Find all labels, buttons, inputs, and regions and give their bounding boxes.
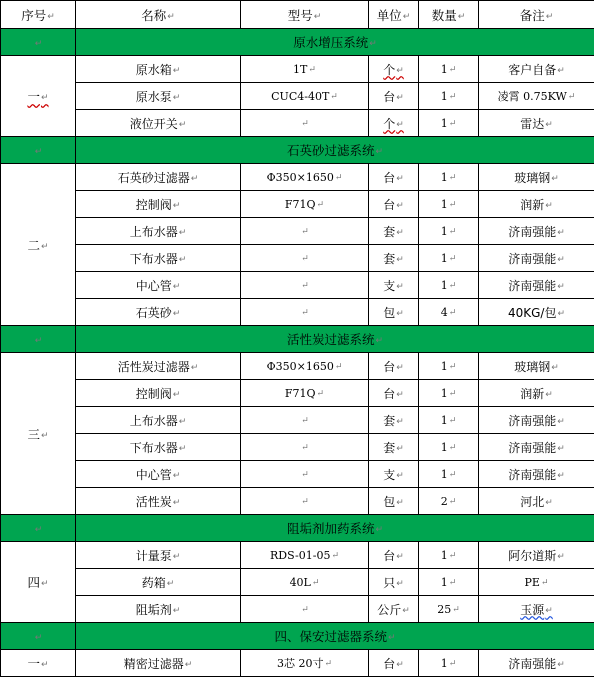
cell-qty: 1 ↵ — [419, 245, 479, 272]
cell-qty: 25 ↵ — [419, 596, 479, 623]
cell-model: Φ350×1650 ↵ — [241, 353, 369, 380]
cell-qty: 1 ↵ — [419, 650, 479, 677]
cell-name: 下布水器 ↵ — [76, 245, 241, 272]
cell-note: 雷达 ↵ — [479, 110, 594, 137]
section-seq — [1, 326, 76, 353]
cell-note: 客户自备 ↵ — [479, 56, 594, 83]
header-qty: 数量 ↵ — [419, 1, 479, 29]
table-row — [1, 434, 594, 461]
cell-model — [241, 596, 369, 623]
cell-note: PE ↵ — [479, 569, 594, 596]
cell-note: 润新 ↵ — [479, 380, 594, 407]
cell-model: RDS-01-05 ↵ — [241, 542, 369, 569]
section-seq — [1, 623, 76, 650]
cell-name: 上布水器 ↵ — [76, 407, 241, 434]
cell-unit: 台 ↵ — [369, 164, 419, 191]
cell-name: 活性炭 ↵ — [76, 488, 241, 515]
cell-qty: 1 ↵ — [419, 569, 479, 596]
cell-note: 济南强能 ↵ — [479, 650, 594, 677]
cell-note: 河北 ↵ — [479, 488, 594, 515]
section-seq — [1, 137, 76, 164]
cell-unit: 公斤 ↵ — [369, 596, 419, 623]
cell-note: 玻璃钢 ↵ — [479, 353, 594, 380]
cell-unit: 个 ↵ — [369, 56, 419, 83]
row-seq: 三 ↵ — [1, 353, 76, 515]
cell-name: 控制阀 ↵ — [76, 380, 241, 407]
cell-model — [241, 461, 369, 488]
cell-qty: 1 ↵ — [419, 380, 479, 407]
cell-note: 阿尔道斯 ↵ — [479, 542, 594, 569]
cell-note: 玉源 ↵ — [479, 596, 594, 623]
cell-name: 精密过滤器 ↵ — [76, 650, 241, 677]
cell-qty: 1 ↵ — [419, 434, 479, 461]
table-row — [1, 83, 594, 110]
cell-name: 活性炭过滤器 ↵ — [76, 353, 241, 380]
cell-name: 石英砂过滤器 ↵ — [76, 164, 241, 191]
header-note: 备注 ↵ — [479, 1, 594, 29]
cell-note: 济南强能 ↵ — [479, 272, 594, 299]
cell-qty: 1 ↵ — [419, 272, 479, 299]
cell-model — [241, 245, 369, 272]
cell-note: 润新 ↵ — [479, 191, 594, 218]
cell-unit: 包 ↵ — [369, 488, 419, 515]
cell-unit: 只 ↵ — [369, 569, 419, 596]
cell-note: 凌霄 0.75KW ↵ — [479, 83, 594, 110]
cell-model — [241, 218, 369, 245]
table-row — [1, 542, 594, 569]
table-row — [1, 272, 594, 299]
cell-unit: 套 ↵ — [369, 434, 419, 461]
header-unit: 单位 ↵ — [369, 1, 419, 29]
row-seq: 四 ↵ — [1, 542, 76, 623]
section-header — [1, 515, 594, 542]
cell-name: 液位开关 ↵ — [76, 110, 241, 137]
cell-unit: 套 ↵ — [369, 218, 419, 245]
cell-name: 原水泵 ↵ — [76, 83, 241, 110]
table-row — [1, 245, 594, 272]
section-header — [1, 623, 594, 650]
cell-name: 上布水器 ↵ — [76, 218, 241, 245]
table-row — [1, 650, 594, 677]
table-row — [1, 218, 594, 245]
cell-name: 控制阀 ↵ — [76, 191, 241, 218]
cell-unit: 台 ↵ — [369, 380, 419, 407]
cell-unit: 支 ↵ — [369, 272, 419, 299]
table-row — [1, 56, 594, 83]
cell-qty: 4 ↵ — [419, 299, 479, 326]
cell-unit: 包 ↵ — [369, 299, 419, 326]
cell-note: 济南强能 ↵ — [479, 407, 594, 434]
table-row — [1, 191, 594, 218]
section-title: 原水增压系统 ↵ — [76, 29, 594, 56]
cell-model: F71Q ↵ — [241, 191, 369, 218]
section-header — [1, 29, 594, 56]
cell-model — [241, 488, 369, 515]
section-title: 阻垢剂加药系统 ↵ — [76, 515, 594, 542]
cell-unit: 个 ↵ — [369, 110, 419, 137]
row-seq: 二 ↵ — [1, 164, 76, 326]
cell-model — [241, 110, 369, 137]
cell-model — [241, 272, 369, 299]
cell-note: 济南强能 ↵ — [479, 245, 594, 272]
cell-model: 1T ↵ — [241, 56, 369, 83]
section-seq — [1, 515, 76, 542]
section-title: 石英砂过滤系统 ↵ — [76, 137, 594, 164]
cell-unit: 套 ↵ — [369, 245, 419, 272]
cell-qty: 1 ↵ — [419, 110, 479, 137]
cell-unit: 支 ↵ — [369, 461, 419, 488]
cell-qty: 1 ↵ — [419, 407, 479, 434]
cell-name: 石英砂 ↵ — [76, 299, 241, 326]
cell-unit: 台 ↵ — [369, 191, 419, 218]
row-seq: 一 ↵ — [1, 650, 76, 677]
cell-qty: 1 ↵ — [419, 56, 479, 83]
section-header — [1, 326, 594, 353]
cell-model: Φ350×1650 ↵ — [241, 164, 369, 191]
cell-unit: 台 ↵ — [369, 353, 419, 380]
cell-name: 阻垢剂 ↵ — [76, 596, 241, 623]
section-seq — [1, 29, 76, 56]
cell-unit: 台 ↵ — [369, 83, 419, 110]
cell-name: 下布水器 ↵ — [76, 434, 241, 461]
cell-note: 济南强能 ↵ — [479, 434, 594, 461]
cell-name: 中心管 ↵ — [76, 272, 241, 299]
cell-model — [241, 407, 369, 434]
cell-unit: 套 ↵ — [369, 407, 419, 434]
table-row — [1, 380, 594, 407]
header-seq: 序号 ↵ — [1, 1, 76, 29]
table-row — [1, 164, 594, 191]
section-title: 四、保安过滤器系统 ↵ — [76, 623, 594, 650]
table-row — [1, 569, 594, 596]
section-title: 活性炭过滤系统 ↵ — [76, 326, 594, 353]
table-row — [1, 407, 594, 434]
cell-model — [241, 434, 369, 461]
cell-note: 玻璃钢 ↵ — [479, 164, 594, 191]
cell-unit: 台 ↵ — [369, 650, 419, 677]
cell-model — [241, 299, 369, 326]
cell-model: 40L ↵ — [241, 569, 369, 596]
table-row — [1, 596, 594, 623]
section-header — [1, 137, 594, 164]
cell-qty: 1 ↵ — [419, 353, 479, 380]
table-row — [1, 353, 594, 380]
cell-note: 济南强能 ↵ — [479, 218, 594, 245]
cell-qty: 1 ↵ — [419, 218, 479, 245]
cell-model: 3芯 20寸 ↵ — [241, 650, 369, 677]
header-row — [1, 1, 594, 29]
cell-note: 济南强能 ↵ — [479, 461, 594, 488]
cell-name: 计量泵 ↵ — [76, 542, 241, 569]
table-row — [1, 461, 594, 488]
cell-qty: 1 ↵ — [419, 164, 479, 191]
header-model: 型号 ↵ — [241, 1, 369, 29]
cell-name: 原水箱 ↵ — [76, 56, 241, 83]
cell-qty: 1 ↵ — [419, 461, 479, 488]
cell-model: F71Q ↵ — [241, 380, 369, 407]
table-row — [1, 488, 594, 515]
cell-name: 药箱 ↵ — [76, 569, 241, 596]
cell-qty: 1 ↵ — [419, 83, 479, 110]
cell-unit: 台 ↵ — [369, 542, 419, 569]
cell-qty: 1 ↵ — [419, 191, 479, 218]
cell-note: 40KG/包 ↵ — [479, 299, 594, 326]
cell-qty: 2 ↵ — [419, 488, 479, 515]
cell-qty: 1 ↵ — [419, 542, 479, 569]
cell-model: CUC4-40T ↵ — [241, 83, 369, 110]
cell-name: 中心管 ↵ — [76, 461, 241, 488]
table-row — [1, 110, 594, 137]
header-name: 名称 ↵ — [76, 1, 241, 29]
row-seq: 一 ↵ — [1, 56, 76, 137]
table-row — [1, 299, 594, 326]
